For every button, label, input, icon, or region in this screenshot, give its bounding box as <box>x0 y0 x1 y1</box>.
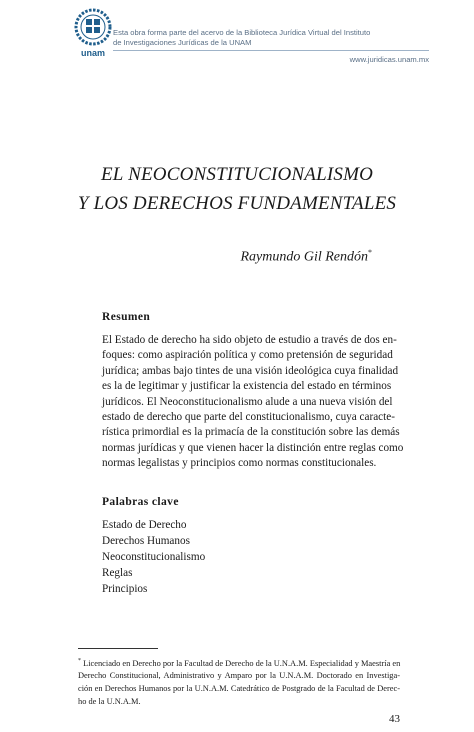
abstract-line: rística primordial es la primacía de la constitución sobre las demás <box>102 426 400 439</box>
header-url-link[interactable]: www.juridicas.unam.mx <box>349 55 429 64</box>
header-notice-line2: de Investigaciones Jurídicas de la UNAM <box>113 38 252 47</box>
abstract-line: es la de legitimar y justificar la existencia del estado en términos <box>102 380 392 393</box>
footnote-line <box>78 655 400 670</box>
footnote-line: ción en Derechos Humanos por la U.N.A.M. Catedrático de Postgrado de la Facultad de Derec- <box>78 683 400 693</box>
article-title-line1: EL NEOCONSTITUCIONALISMO <box>100 164 374 185</box>
footnote-mark: * <box>78 658 81 664</box>
header <box>74 8 429 68</box>
logo-text: unam <box>80 48 106 58</box>
abstract-line: estado de derecho que parte del constitucionalismo, cuya caracte- <box>102 411 395 424</box>
page-number: 43 <box>389 713 400 725</box>
keyword-item: Neoconstitucionalismo <box>102 551 206 563</box>
keyword-item: Principios <box>102 583 148 595</box>
abstract-line: normas legalistas y principios como normas constitucionales. <box>102 457 377 470</box>
keywords-heading: Palabras clave <box>102 496 179 508</box>
footnote-line: ho de la U.N.A.M. <box>78 696 141 706</box>
author-name-text: Raymundo Gil Rendón <box>240 249 368 265</box>
header-notice-line1: Esta obra forma parte del acervo de la Biblioteca Jurídica Virtual del Instituto <box>113 28 371 37</box>
abstract-line: jurídica; ambas bajo tintes de una visión ideológica cuya finalidad <box>102 364 399 377</box>
abstract-line: normas jurídicas y que vienen hacer la distinción entre reglas como <box>102 441 404 454</box>
keyword-item: Derechos Humanos <box>102 535 190 547</box>
keyword-item: Estado de Derecho <box>102 519 187 531</box>
abstract-body <box>102 333 404 472</box>
author-name <box>240 248 372 266</box>
article-title-line2: Y LOS DERECHOS FUNDAMENTALES <box>77 193 397 214</box>
keywords-list <box>102 517 205 597</box>
keyword-item: Reglas <box>102 567 133 579</box>
footnote-line: Derecho Constitucional, Administrativo y Amparo por la U.N.A.M. Doctorado en Investiga- <box>78 671 400 681</box>
abstract-line: El Estado de derecho ha sido objeto de estudio a través de dos en- <box>102 334 397 346</box>
author-footnote-mark[interactable]: * <box>368 248 372 257</box>
abstract-line: jurídicos. El Neoconstitucionalismo alude a una nueva visión del <box>102 395 393 408</box>
abstract-line: foques: como aspiración política y como pretensión de seguridad <box>102 349 393 362</box>
unam-logo <box>74 8 112 60</box>
footnote-divider <box>78 648 158 649</box>
footnote-line-text: Licenciado en Derecho por la Facultad de Derecho de la U.N.A.M. Especialidad y Maestría en <box>81 658 401 668</box>
author-footnote <box>78 655 400 708</box>
header-divider <box>113 50 429 51</box>
abstract-heading: Resumen <box>102 311 151 323</box>
